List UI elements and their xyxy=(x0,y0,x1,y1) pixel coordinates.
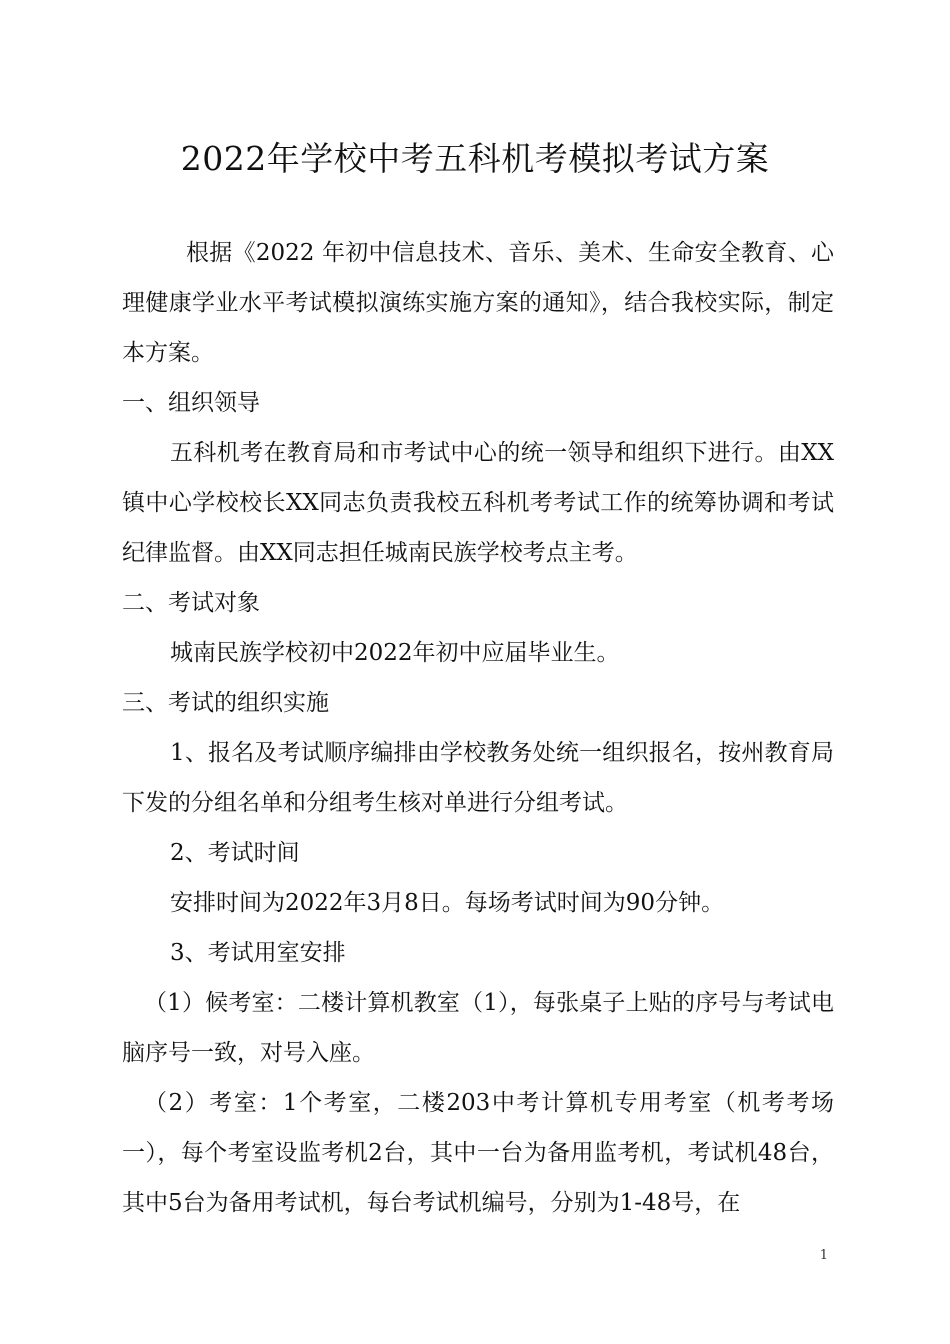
waiting-room-paragraph: （1）候考室：二楼计算机教室（1），每张桌子上贴的序号与考试电脑序号一致，对号入座。 xyxy=(122,990,834,1066)
exam-target-paragraph: 城南民族学校初中2022年初中应届毕业生。 xyxy=(170,640,620,666)
subheading-exam-time: 2、考试时间 xyxy=(170,840,300,866)
section-heading-exam-target: 二、考试对象 xyxy=(122,590,260,616)
document-body xyxy=(122,228,834,1228)
exam-time-paragraph: 安排时间为2022年3月8日。每场考试时间为90分钟。 xyxy=(170,890,725,916)
section-heading-leadership: 一、组织领导 xyxy=(122,390,260,416)
intro-paragraph: 根据《2022 年初中信息技术、音乐、美术、生命安全教育、心理健康学业水平考试模拟演练实施方案的通知》，结合我校实际，制定本方案。 xyxy=(122,240,834,366)
exam-room-paragraph: （2）考室：1个考室，二楼203中考计算机专用考室（机考考场一），每个考室设监考机2台，其中一台为备用监考机，考试机48台，其中5台为备用考试机，每台考试机编号，分别为1-48号，在 xyxy=(122,1090,834,1216)
subheading-exam-rooms: 3、考试用室安排 xyxy=(170,940,346,966)
registration-paragraph: 1、报名及考试顺序编排由学校教务处统一组织报名，按州教育局下发的分组名单和分组考生核对单进行分组考试。 xyxy=(122,740,834,816)
page-number: 1 xyxy=(819,1248,828,1263)
leadership-paragraph: 五科机考在教育局和市考试中心的统一领导和组织下进行。由XX镇中心学校校长XX同志负责我校五科机考考试工作的统筹协调和考试纪律监督。由XX同志担任城南民族学校考点主考。 xyxy=(122,440,834,566)
document-title: 2022年学校中考五科机考模拟考试方案 xyxy=(180,139,770,178)
section-heading-implementation: 三、考试的组织实施 xyxy=(122,690,329,716)
